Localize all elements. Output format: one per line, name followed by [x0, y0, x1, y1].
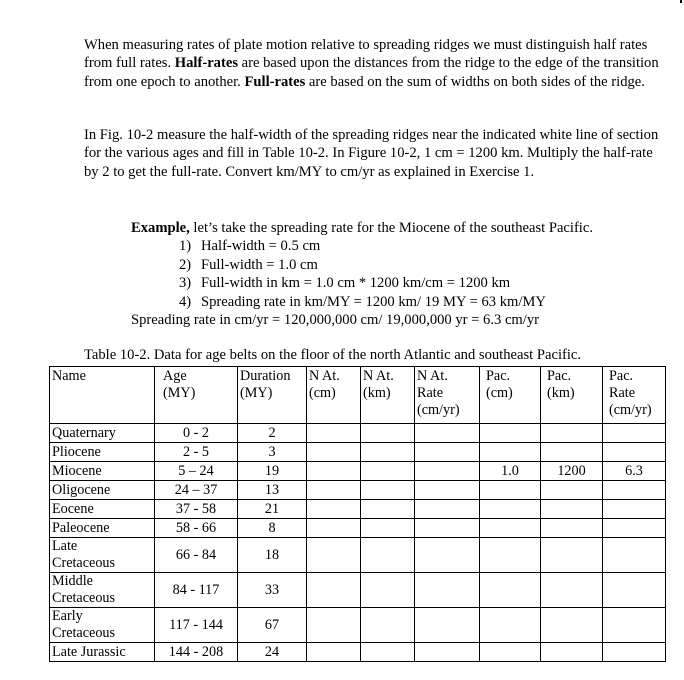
table-caption: Table 10-2. Data for age belts on the floor of the north Atlantic and southeast Pacific. [84, 347, 582, 363]
pac-km-cell [541, 538, 603, 573]
duration-cell: 18 [238, 538, 307, 573]
duration-cell: 67 [238, 608, 307, 643]
table-row [50, 573, 666, 608]
n-at-km-cell [361, 573, 415, 608]
n-at-km-cell [361, 519, 415, 538]
step-number: 3) [179, 275, 192, 292]
header-line: (MY) [163, 385, 196, 401]
age-cell: 24 – 37 [155, 481, 238, 500]
header-line: (cm/yr) [417, 402, 460, 418]
header-line: Rate [609, 385, 635, 401]
pac-km-cell [541, 573, 603, 608]
n-at-rate-cell [415, 538, 480, 573]
duration-cell: 2 [238, 424, 307, 443]
table-row [50, 500, 666, 519]
pac-km-cell: 1200 [541, 462, 603, 481]
age-cell: 37 - 58 [155, 500, 238, 519]
duration-cell: 13 [238, 481, 307, 500]
step-number: 2) [179, 256, 192, 273]
epoch-name-line: Quaternary [52, 424, 116, 441]
age-cell: 5 – 24 [155, 462, 238, 481]
header-line: Name [52, 368, 86, 384]
epoch-name-line: Paleocene [52, 519, 110, 536]
n-at-km-cell [361, 462, 415, 481]
example-step [131, 293, 671, 311]
step-text: Spreading rate in km/MY = 1200 km/ 19 MY = 63 km/MY [201, 293, 546, 310]
term-full-rates: Full-rates [244, 73, 306, 90]
epoch-name-cell [50, 500, 155, 519]
header-line: (cm) [309, 385, 336, 401]
epoch-name-cell [50, 443, 155, 462]
epoch-name-line: Late [52, 538, 78, 554]
header-n-at-rate [415, 367, 480, 424]
epoch-name-cell [50, 573, 155, 608]
duration-cell: 8 [238, 519, 307, 538]
header-duration [238, 367, 307, 424]
step-text: Half-width = 0.5 cm [201, 238, 321, 255]
example-intro-line [131, 219, 671, 237]
age-cell: 84 - 117 [155, 573, 238, 608]
pac-rate-cell [603, 500, 666, 519]
pac-km-cell [541, 500, 603, 519]
n-at-rate-cell [415, 643, 480, 662]
n-at-km-cell [361, 608, 415, 643]
header-line: N At. [309, 368, 340, 384]
pac-rate-cell [603, 424, 666, 443]
n-at-km-cell [361, 643, 415, 662]
header-line: (MY) [240, 385, 273, 401]
table-row [50, 443, 666, 462]
epoch-name-cell [50, 538, 155, 573]
n-at-km-cell [361, 443, 415, 462]
age-cell: 0 - 2 [155, 424, 238, 443]
header-n-at-cm [307, 367, 361, 424]
header-pac-cm [480, 367, 541, 424]
pac-cm-cell [480, 424, 541, 443]
header-line: Rate [417, 385, 443, 401]
step-number: 4) [179, 293, 192, 310]
pac-km-cell [541, 643, 603, 662]
header-pac-km [541, 367, 603, 424]
pac-km-cell [541, 424, 603, 443]
table-row [50, 538, 666, 573]
pac-cm-cell [480, 573, 541, 608]
p1-text-3: are based on the sum of widths on both sides of the ridge. [305, 73, 645, 90]
n-at-rate-cell [415, 424, 480, 443]
n-at-cm-cell [307, 443, 361, 462]
example-step [131, 237, 671, 255]
header-line: (km) [363, 385, 391, 401]
epoch-name-line: Early [52, 608, 83, 624]
n-at-km-cell [361, 538, 415, 573]
pac-km-cell [541, 608, 603, 643]
n-at-rate-cell [415, 462, 480, 481]
table-body [50, 367, 666, 662]
pac-rate-cell [603, 481, 666, 500]
table-row [50, 462, 666, 481]
step-number: 1) [179, 238, 192, 255]
header-line: (cm/yr) [609, 402, 652, 418]
header-name [50, 367, 155, 424]
header-line: Pac. [486, 368, 511, 384]
pac-cm-cell: 1.0 [480, 462, 541, 481]
epoch-name-line: Cretaceous [52, 625, 116, 641]
example-conclusion: Spreading rate in cm/yr = 120,000,000 cm/ 19,000,000 yr = 6.3 cm/yr [131, 312, 539, 329]
pac-cm-cell [480, 643, 541, 662]
duration-cell: 3 [238, 443, 307, 462]
paragraph-rates-definition [84, 36, 664, 91]
pac-km-cell [541, 519, 603, 538]
table-row [50, 424, 666, 443]
n-at-cm-cell [307, 519, 361, 538]
age-cell: 117 - 144 [155, 608, 238, 643]
n-at-cm-cell [307, 500, 361, 519]
header-pac-rate [603, 367, 666, 424]
pac-rate-cell [603, 443, 666, 462]
example-label: Example, [131, 220, 190, 236]
n-at-km-cell [361, 500, 415, 519]
header-line: (km) [547, 385, 575, 401]
pac-cm-cell [480, 481, 541, 500]
n-at-cm-cell [307, 608, 361, 643]
page-edge-mark [680, 0, 682, 3]
table-header-row [50, 367, 666, 424]
example-step [131, 256, 671, 274]
table-row [50, 608, 666, 643]
header-line: Pac. [547, 368, 572, 384]
n-at-cm-cell [307, 538, 361, 573]
duration-cell: 21 [238, 500, 307, 519]
n-at-km-cell [361, 424, 415, 443]
epoch-name-line: Pliocene [52, 443, 101, 460]
n-at-rate-cell [415, 481, 480, 500]
example-intro: let’s take the spreading rate for the Miocene of the southeast Pacific. [189, 220, 593, 236]
table-row [50, 481, 666, 500]
pac-cm-cell [480, 538, 541, 573]
step-text: Full-width in km = 1.0 cm * 1200 km/cm = 1200 km [201, 275, 511, 292]
epoch-name-cell [50, 608, 155, 643]
p1-text-1: When measuring rates of plate motion relative to spreading ridges we must distinguish half rates from full rates. [84, 37, 648, 72]
pac-cm-cell [480, 500, 541, 519]
header-line: N At. [417, 368, 448, 384]
epoch-name-line: Oligocene [52, 481, 111, 498]
pac-rate-cell [603, 608, 666, 643]
duration-cell: 19 [238, 462, 307, 481]
n-at-rate-cell [415, 608, 480, 643]
epoch-name-line: Cretaceous [52, 555, 116, 571]
p1-text-2: are based upon the distances from the ridge to the edge of the transition from one epoch to another. [84, 55, 659, 90]
epoch-name-line: Middle [52, 573, 93, 589]
pac-km-cell [541, 481, 603, 500]
epoch-name-line: Cretaceous [52, 590, 116, 606]
pac-cm-cell [480, 608, 541, 643]
header-line: Pac. [609, 368, 634, 384]
pac-rate-cell: 6.3 [603, 462, 666, 481]
age-cell: 66 - 84 [155, 538, 238, 573]
pac-rate-cell [603, 643, 666, 662]
age-belts-table [49, 366, 666, 662]
pac-km-cell [541, 443, 603, 462]
n-at-cm-cell [307, 481, 361, 500]
paragraph-instructions: In Fig. 10-2 measure the half-width of the spreading ridges near the indicated white line of section for the various ages and fill in Table 10-2. In Figure 10-2, 1 cm = 1200 km. Multiply the half-rate by 2 to get the full-rate. Convert km/MY to cm/yr as explained in Exercise 1. [84, 127, 659, 180]
n-at-cm-cell [307, 462, 361, 481]
age-cell: 2 - 5 [155, 443, 238, 462]
age-cell: 58 - 66 [155, 519, 238, 538]
step-text: Full-width = 1.0 cm [201, 256, 318, 273]
age-cell: 144 - 208 [155, 643, 238, 662]
example-step [131, 274, 671, 292]
n-at-cm-cell [307, 424, 361, 443]
header-line: (cm) [486, 385, 513, 401]
n-at-cm-cell [307, 643, 361, 662]
example-block [131, 219, 671, 329]
epoch-name-cell [50, 424, 155, 443]
pac-cm-cell [480, 519, 541, 538]
pac-rate-cell [603, 538, 666, 573]
n-at-rate-cell [415, 573, 480, 608]
n-at-cm-cell [307, 573, 361, 608]
header-line: Duration [240, 368, 291, 384]
pac-rate-cell [603, 573, 666, 608]
header-age [155, 367, 238, 424]
epoch-name-line: Miocene [52, 462, 102, 479]
epoch-name-cell [50, 462, 155, 481]
header-line: N At. [363, 368, 394, 384]
n-at-rate-cell [415, 443, 480, 462]
pac-rate-cell [603, 519, 666, 538]
epoch-name-cell [50, 643, 155, 662]
table-row [50, 519, 666, 538]
epoch-name-cell [50, 519, 155, 538]
header-n-at-km [361, 367, 415, 424]
table-row [50, 643, 666, 662]
n-at-km-cell [361, 481, 415, 500]
duration-cell: 24 [238, 643, 307, 662]
n-at-rate-cell [415, 500, 480, 519]
header-line: Age [163, 368, 187, 384]
pac-cm-cell [480, 443, 541, 462]
epoch-name-cell [50, 481, 155, 500]
epoch-name-line: Late Jurassic [52, 643, 126, 660]
n-at-rate-cell [415, 519, 480, 538]
term-half-rates: Half-rates [174, 55, 238, 72]
duration-cell: 33 [238, 573, 307, 608]
epoch-name-line: Eocene [52, 500, 94, 517]
